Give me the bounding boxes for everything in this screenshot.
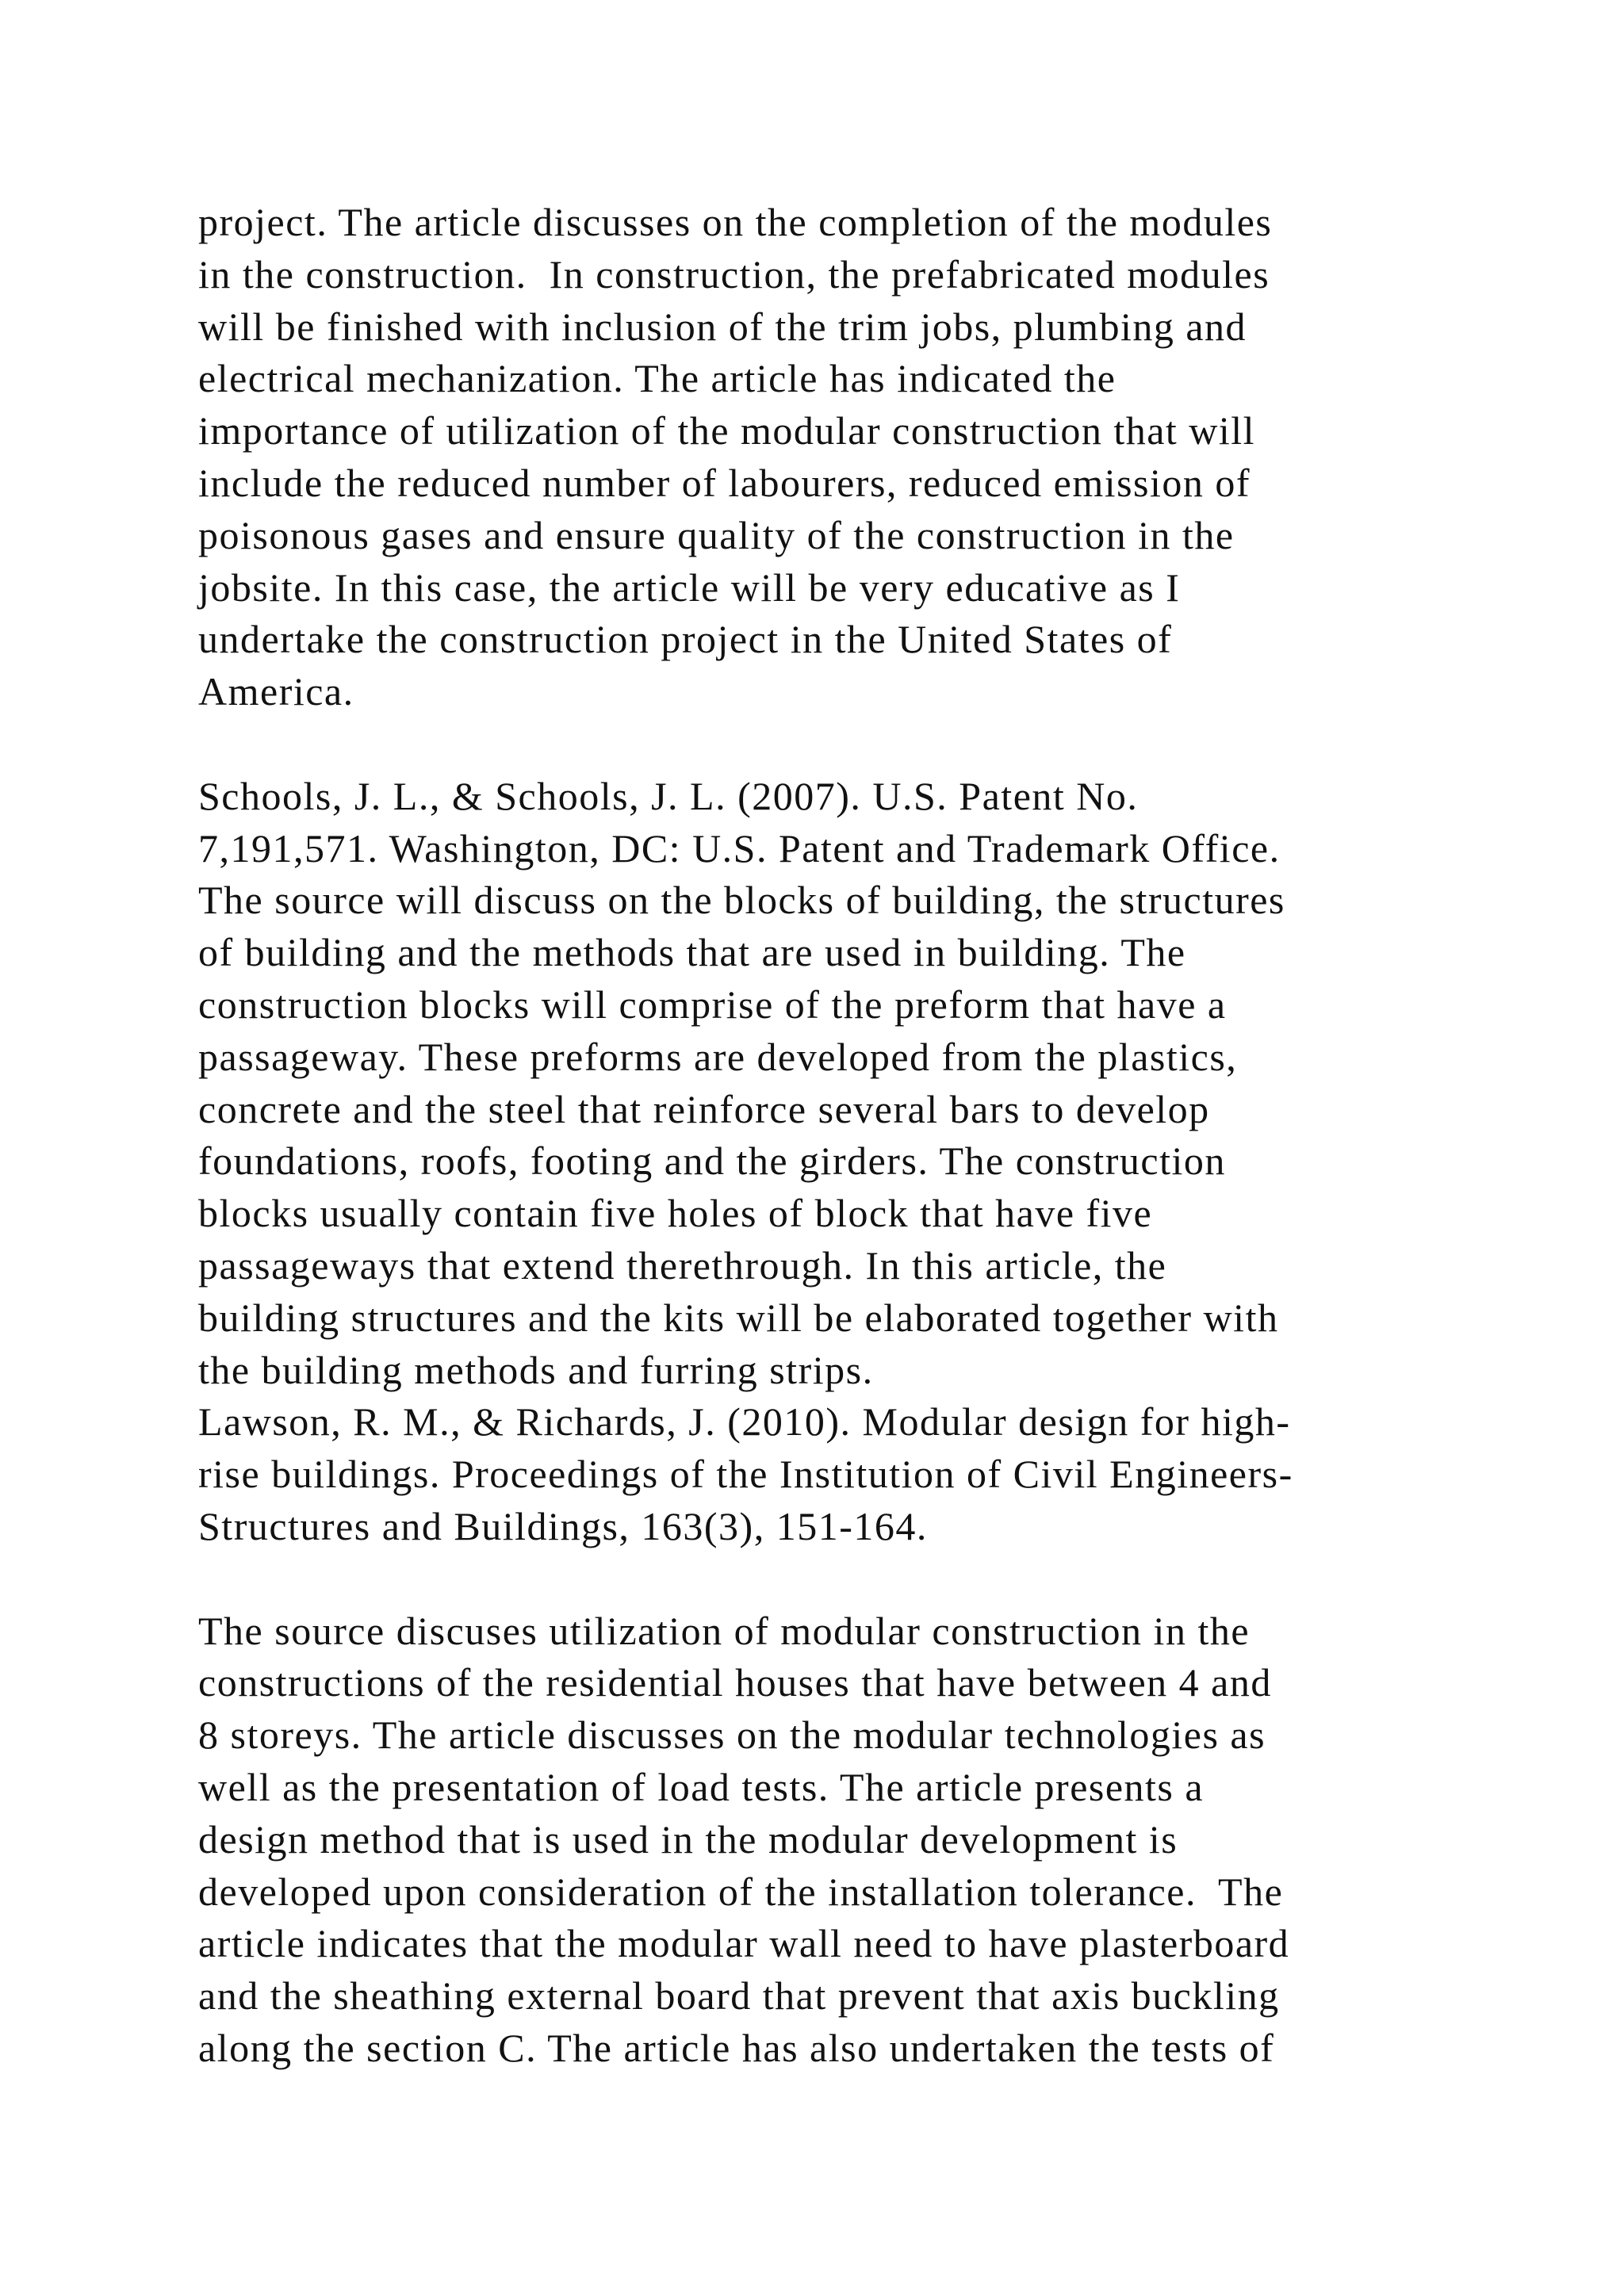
- text-line-34: article indicates that the modular wall need to have plasterboard: [198, 1921, 1290, 1966]
- text-line-30: 8 storeys. The article discusses on the modular technologies as: [198, 1712, 1266, 1758]
- reference-lawson-line-3: Structures and Buildings, 163(3), 151-164.: [198, 1503, 928, 1548]
- text-line-29: constructions of the residential houses that have between 4 and: [198, 1660, 1272, 1705]
- text-line-9: undertake the construction project in the United States of: [198, 617, 1173, 662]
- text-line-6: include the reduced number of labourers, reduced emission of: [198, 460, 1251, 505]
- text-line-1: project. The article discusses on the completion of the modules: [198, 200, 1273, 244]
- reference-schools-line-1: Schools, J. L., & Schools, J. L. (2007). U.S. Patent No.: [198, 773, 1139, 818]
- text-line-15: of building and the methods that are used in building. The: [198, 930, 1186, 975]
- text-line-8: jobsite. In this case, the article will be very educative as I: [198, 564, 1181, 610]
- blank-line: [198, 718, 1435, 771]
- text-line-23: the building methods and furring strips.: [198, 1347, 874, 1392]
- text-line-19: foundations, roofs, footing and the girders. The construction: [198, 1138, 1226, 1184]
- text-line-21: passageways that extend therethrough. In this article, the: [198, 1242, 1167, 1288]
- text-line-2: in the construction. In construction, the prefabricated modules: [198, 251, 1270, 297]
- text-line-16: construction blocks will comprise of the preform that have a: [198, 982, 1227, 1027]
- text-line-28: The source discuses utilization of modular construction in the: [198, 1608, 1251, 1653]
- text-line-36: along the section C. The article has also undertaken the tests of: [198, 2025, 1275, 2070]
- text-line-18: concrete and the steel that reinforce several bars to develop: [198, 1086, 1210, 1131]
- text-line-20: blocks usually contain five holes of block that have five: [198, 1191, 1153, 1236]
- text-line-4: electrical mechanization. The article has indicated the: [198, 356, 1116, 401]
- text-line-22: building structures and the kits will be elaborated together with: [198, 1295, 1279, 1340]
- text-line-32: design method that is used in the modular development is: [198, 1816, 1178, 1862]
- reference-schools-line-2: 7,191,571. Washington, DC: U.S. Patent and Trademark Office.: [198, 825, 1281, 871]
- text-line-5: importance of utilization of the modular construction that will: [198, 408, 1256, 453]
- text-line-14: The source will discuss on the blocks of building, the structures: [198, 878, 1285, 923]
- blank-line: [198, 1553, 1435, 1605]
- text-line-10: America.: [198, 669, 354, 714]
- reference-lawson-line-1: Lawson, R. M., & Richards, J. (2010). Modular design for high-: [198, 1399, 1291, 1445]
- text-line-3: will be finished with inclusion of the trim jobs, plumbing and: [198, 304, 1247, 349]
- text-line-17: passageway. These preforms are developed from the plastics,: [198, 1034, 1238, 1079]
- document-text-body: [198, 197, 1435, 2075]
- reference-lawson-line-2: rise buildings. Proceedings of the Institution of Civil Engineers-: [198, 1452, 1293, 1497]
- text-line-33: developed upon consideration of the installation tolerance. The: [198, 1869, 1284, 1914]
- text-line-31: well as the presentation of load tests. The article presents a: [198, 1764, 1205, 1809]
- text-line-35: and the sheathing external board that prevent that axis buckling: [198, 1973, 1280, 2019]
- text-line-7: poisonous gases and ensure quality of the construction in the: [198, 512, 1235, 557]
